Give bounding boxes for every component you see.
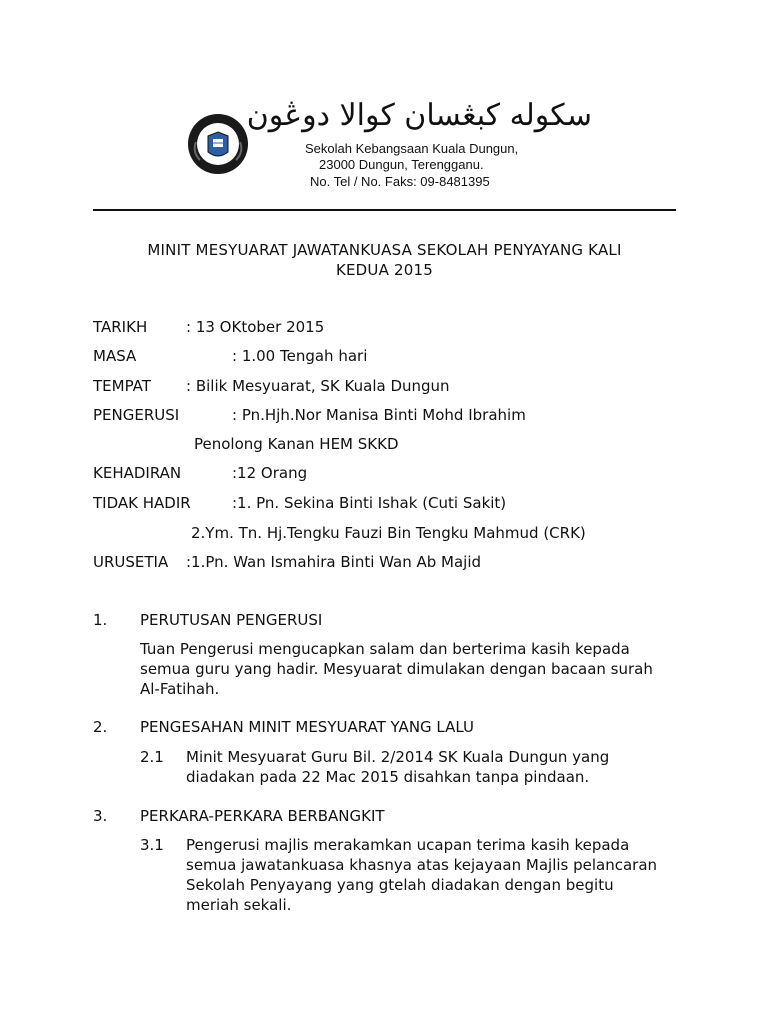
section-1-line-1: Tuan Pengerusi mengucapkan salam dan berterima kasih kepada (140, 640, 630, 658)
school-address: 23000 Dungun, Terengganu. (319, 157, 484, 172)
tidak-hadir-2: 2.Ym. Tn. Hj.Tengku Fauzi Bin Tengku Mahmud (CRK) (191, 524, 586, 542)
school-crest-icon (186, 112, 250, 176)
section-3-line-2: semua jawatankuasa khasnya atas kejayaan Majlis pelancaran (186, 856, 658, 874)
section-1-number: 1. (93, 611, 108, 629)
school-name: Sekolah Kebangsaan Kuala Dungun, (305, 141, 519, 156)
section-3-line-3: Sekolah Penyayang yang gtelah diadakan dengan begitu (186, 876, 614, 894)
section-3-number: 3. (93, 807, 108, 825)
school-phone: No. Tel / No. Faks: 09-8481395 (310, 174, 490, 189)
pengerusi-value: : Pn.Hjh.Nor Manisa Binti Mohd Ibrahim (232, 406, 526, 424)
title-line-1: MINIT MESYUARAT JAWATANKUASA SEKOLAH PENYAYANG KALI (147, 241, 622, 259)
tempat-value: : Bilik Mesyuarat, SK Kuala Dungun (186, 377, 450, 395)
section-3-subnumber: 3.1 (140, 836, 164, 854)
tidak-hadir-1: :1. Pn. Sekina Binti Ishak (Cuti Sakit) (232, 494, 507, 512)
tempat-label: TEMPAT (93, 377, 151, 395)
urusetia-label: URUSETIA (93, 553, 169, 571)
jawi-school-name: سكوله كبڠسان كوالا دوڠون (246, 98, 592, 133)
section-1-line-2: semua guru yang hadir. Mesyuarat dimulakan dengan bacaan surah (140, 660, 653, 678)
kehadiran-value: :12 Orang (232, 464, 308, 482)
section-1-heading: PERUTUSAN PENGERUSI (140, 611, 323, 629)
header-divider (93, 209, 676, 211)
kehadiran-label: KEHADIRAN (93, 464, 182, 482)
section-3-line-1: Pengerusi majlis merakamkan ucapan terima kasih kepada (186, 836, 630, 854)
masa-value: : 1.00 Tengah hari (232, 347, 368, 365)
section-2-number: 2. (93, 718, 108, 736)
urusetia-value: :1.Pn. Wan Ismahira Binti Wan Ab Majid (186, 553, 482, 571)
section-1-line-3: Al-Fatihah. (140, 680, 220, 698)
school-logo (186, 112, 250, 176)
title-line-2: KEDUA 2015 (335, 261, 434, 279)
tarikh-value: : 13 OKtober 2015 (186, 318, 325, 336)
section-2-line-2: diadakan pada 22 Mac 2015 disahkan tanpa pindaan. (186, 768, 590, 786)
document-title (93, 240, 676, 280)
section-2-line-1: Minit Mesyuarat Guru Bil. 2/2014 SK Kuala Dungun yang (186, 748, 610, 766)
tarikh-label: TARIKH (93, 318, 148, 336)
section-2-heading: PENGESAHAN MINIT MESYUARAT YANG LALU (140, 718, 474, 736)
pengerusi-role: Penolong Kanan HEM SKKD (194, 435, 399, 453)
section-2-subnumber: 2.1 (140, 748, 164, 766)
section-3-heading: PERKARA-PERKARA BERBANGKIT (140, 807, 385, 825)
pengerusi-label: PENGERUSI (93, 406, 180, 424)
tidak-hadir-label: TIDAK HADIR (93, 494, 191, 512)
masa-label: MASA (93, 347, 137, 365)
section-3-line-4: meriah sekali. (186, 896, 292, 914)
